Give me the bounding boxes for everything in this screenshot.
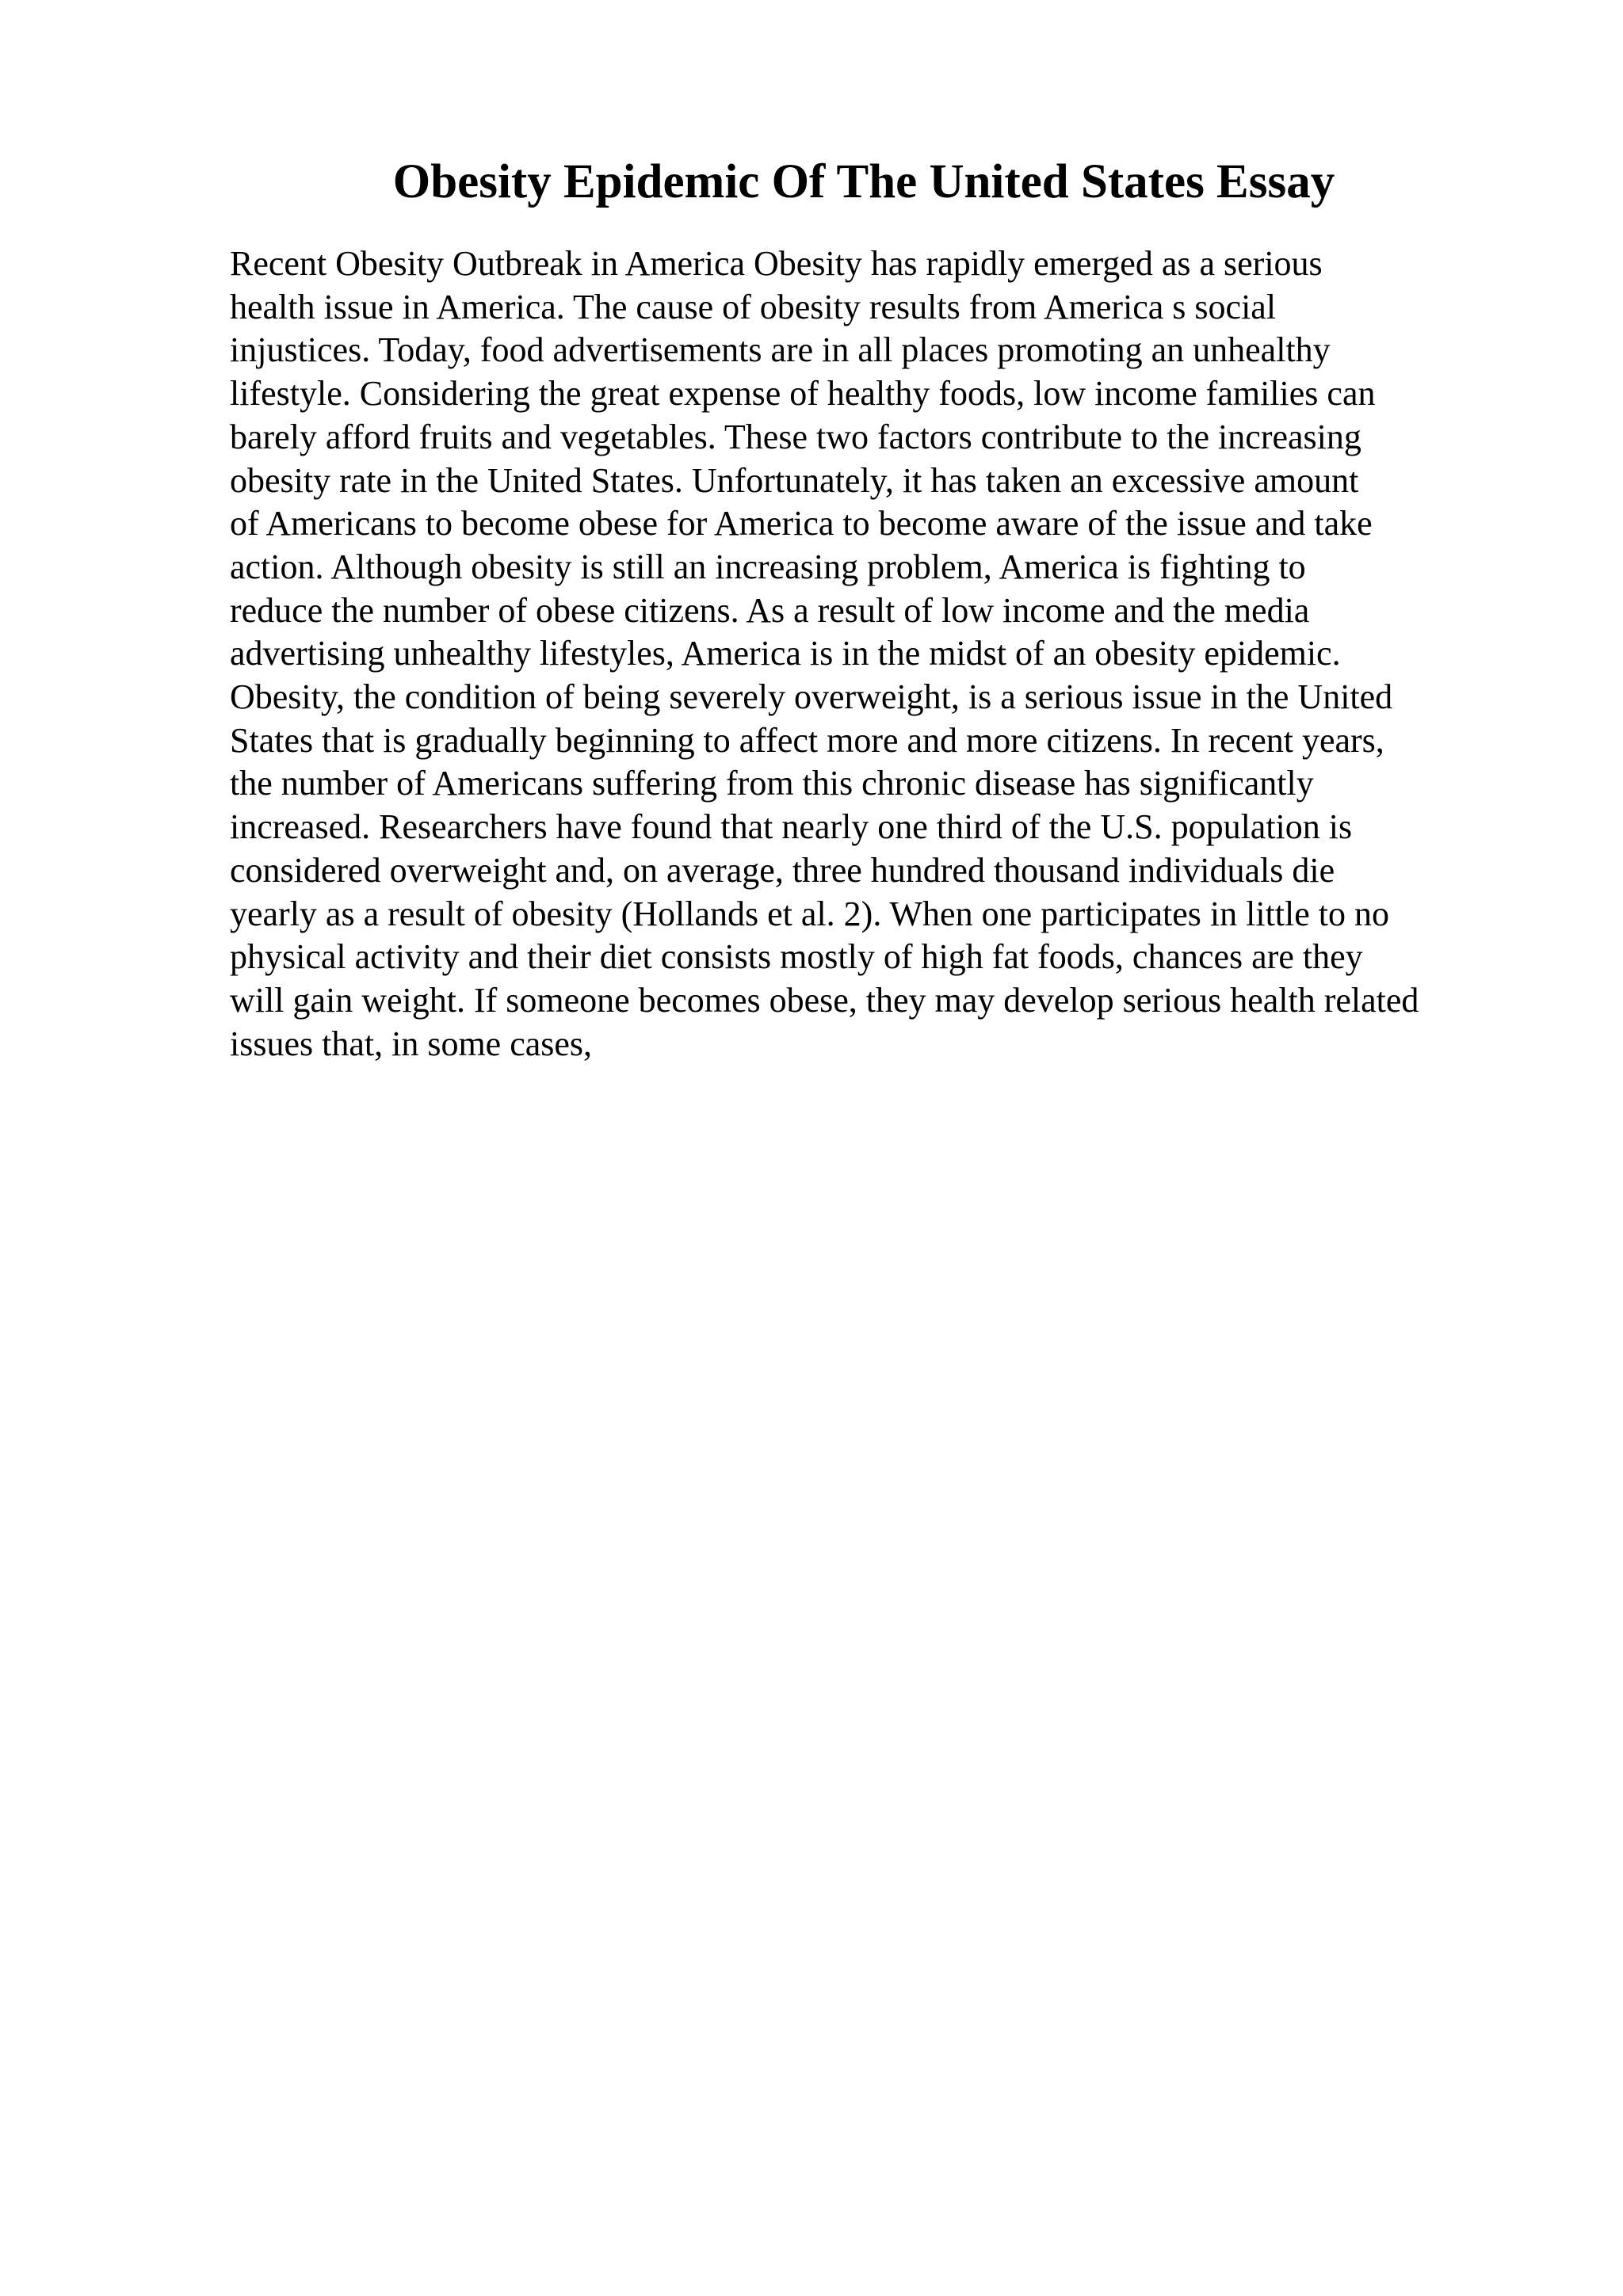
document-body <box>230 242 1514 1066</box>
body-line: States that is gradually beginning to affect more and more citizens. In recent years, <box>230 720 1384 760</box>
body-line: considered overweight and, on average, three hundred thousand individuals die <box>230 850 1335 890</box>
body-line: yearly as a result of obesity (Hollands et al. 2). When one participates in little to no <box>230 894 1389 933</box>
body-line: injustices. Today, food advertisements are in all places promoting an unhealthy <box>230 330 1331 370</box>
body-line: advertising unhealthy lifestyles, America is in the midst of an obesity epidemic. <box>230 634 1341 673</box>
body-line: physical activity and their diet consists mostly of high fat foods, chances are they <box>230 937 1363 977</box>
body-line: issues that, in some cases, <box>230 1024 593 1063</box>
body-line: of Americans to become obese for America to become aware of the issue and take <box>230 504 1373 543</box>
document-title: Obesity Epidemic Of The United States Essay <box>392 155 1335 208</box>
body-line: increased. Researchers have found that nearly one third of the U.S. population is <box>230 807 1353 847</box>
body-line: reduce the number of obese citizens. As a result of low income and the media <box>230 590 1310 630</box>
body-line: barely afford fruits and vegetables. These two factors contribute to the increasing <box>230 417 1361 456</box>
body-line: Recent Obesity Outbreak in America Obesity has rapidly emerged as a serious <box>230 244 1323 283</box>
body-line: action. Although obesity is still an increasing problem, America is fighting to <box>230 547 1306 586</box>
body-line: lifestyle. Considering the great expense of healthy foods, low income families can <box>230 374 1376 414</box>
body-line: health issue in America. The cause of obesity results from America s social <box>230 287 1277 326</box>
body-line: obesity rate in the United States. Unfortunately, it has taken an excessive amount <box>230 460 1359 500</box>
body-line: will gain weight. If someone becomes obese, they may develop serious health related <box>230 980 1419 1020</box>
body-line: the number of Americans suffering from this chronic disease has significantly <box>230 764 1314 803</box>
body-line: Obesity, the condition of being severely overweight, is a serious issue in the United <box>230 677 1393 717</box>
